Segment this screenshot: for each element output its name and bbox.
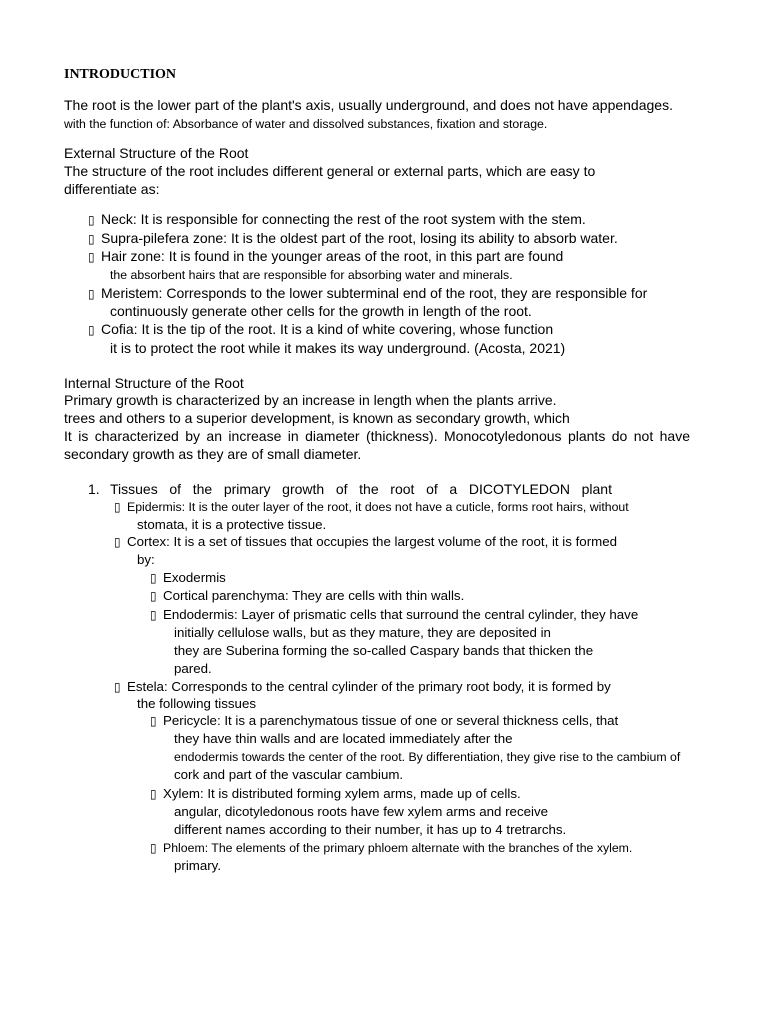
bullet-icon: ▯ — [88, 323, 95, 337]
intro-line-2: with the function of: Absorbance of water and dissolved substances, fixation and storage. — [64, 117, 548, 131]
endodermis-cont-2: they are Suberina forming the so-called Caspary bands that thicken the — [174, 643, 594, 658]
bullet-icon: ▯ — [150, 841, 157, 855]
estela-cont: the following tissues — [137, 696, 256, 711]
bullet-icon: ▯ — [88, 213, 95, 227]
bullet-icon: ▯ — [150, 787, 157, 801]
external-paragraph-line-2: differentiate as: — [64, 181, 160, 197]
external-paragraph-line-1: The structure of the root includes different general or external parts, which are easy to — [64, 163, 596, 179]
pericycle-cont-1: they have thin walls and are located immediately after the — [174, 731, 513, 746]
xylem-cont-1: angular, dicotyledonous roots have few xylem arms and receive — [174, 804, 548, 819]
bullet-icon: ▯ — [114, 535, 121, 549]
bullet-icon: ▯ — [150, 608, 157, 622]
list-item-cofia-cont: it is to protect the root while it makes its way underground. (Acosta, 2021) — [110, 340, 566, 356]
pericycle-cont-3: cork and part of the vascular cambium. — [174, 767, 404, 782]
cortex-item: ▯ Cortex: It is a set of tissues that occupies the largest volume of the root, it is formed — [114, 534, 617, 549]
bullet-icon: ▯ — [114, 680, 121, 694]
endodermis-cont-3: pared. — [174, 661, 212, 676]
internal-heading: Internal Structure of the Root — [64, 375, 244, 391]
bullet-icon: ▯ — [88, 287, 95, 301]
list-item-neck: ▯ Neck: It is responsible for connecting the rest of the root system with the stem. — [88, 211, 586, 227]
bullet-icon: ▯ — [88, 232, 95, 246]
epidermis-item: ▯ Epidermis: It is the outer layer of the root, it does not have a cuticle, forms root hairs, without — [114, 500, 629, 514]
pericycle-cont-2: endodermis towards the center of the root. By differentiation, they give rise to the cambium of — [174, 750, 681, 764]
pericycle-item: ▯ Pericycle: It is a parenchymatous tissue of one or several thickness cells, that — [150, 713, 619, 728]
internal-line-3: It is characterized by an increase in diameter (thickness). Monocotyledonous plants do not have — [64, 428, 690, 444]
bullet-icon: ▯ — [150, 571, 157, 585]
list-item-meristem: ▯ Meristem: Corresponds to the lower subterminal end of the root, they are responsible for — [88, 285, 648, 301]
cortex-cont: by: — [137, 552, 155, 567]
list-item-cofia: ▯ Cofia: It is the tip of the root. It is a kind of white covering, whose function — [88, 321, 554, 337]
list-heading: Tissues of the primary growth of the root of a DICOTYLEDON plant — [110, 481, 612, 497]
epidermis-cont: stomata, it is a protective tissue. — [137, 517, 327, 532]
bullet-icon: ▯ — [150, 714, 157, 728]
list-item-meristem-cont: continuously generate other cells for the growth in length of the root. — [110, 303, 532, 319]
list-item-hair-zone-cont: the absorbent hairs that are responsible for absorbing water and minerals. — [110, 268, 513, 282]
bullet-icon: ▯ — [150, 589, 157, 603]
internal-line-2: trees and others to a superior development, is known as secondary growth, which — [64, 410, 570, 426]
page-title: INTRODUCTION — [64, 67, 177, 82]
cortical-parenchyma-item: ▯ Cortical parenchyma: They are cells with thin walls. — [150, 588, 465, 603]
xylem-item: ▯ Xylem: It is distributed forming xylem arms, made up of cells. — [150, 786, 521, 801]
internal-line-1: Primary growth is characterized by an increase in length when the plants arrive. — [64, 392, 557, 408]
estela-item: ▯ Estela: Corresponds to the central cylinder of the primary root body, it is formed by — [114, 679, 611, 694]
endodermis-cont-1: initially cellulose walls, but as they mature, they are deposited in — [174, 625, 551, 640]
list-item-hair-zone: ▯ Hair zone: It is found in the younger areas of the root, in this part are found — [88, 248, 564, 264]
phloem-cont: primary. — [174, 858, 222, 873]
bullet-icon: ▯ — [114, 500, 121, 514]
list-number: 1. — [88, 481, 100, 497]
phloem-item: ▯ Phloem: The elements of the primary phloem alternate with the branches of the xylem. — [150, 841, 633, 855]
endodermis-item: ▯ Endodermis: Layer of prismatic cells that surround the central cylinder, they have — [150, 607, 639, 622]
xylem-cont-2: different names according to their number, it has up to 4 tretrarchs. — [174, 822, 567, 837]
exodermis-item: ▯ Exodermis — [150, 570, 226, 585]
list-item-supra-pilefera: ▯ Supra-pilefera zone: It is the oldest part of the root, losing its ability to absorb water. — [88, 230, 618, 246]
bullet-icon: ▯ — [88, 250, 95, 264]
intro-line-1: The root is the lower part of the plant's axis, usually underground, and does not have appendages. — [64, 97, 673, 113]
internal-line-4: secondary growth as they are of small diameter. — [64, 446, 362, 462]
external-heading: External Structure of the Root — [64, 145, 249, 161]
